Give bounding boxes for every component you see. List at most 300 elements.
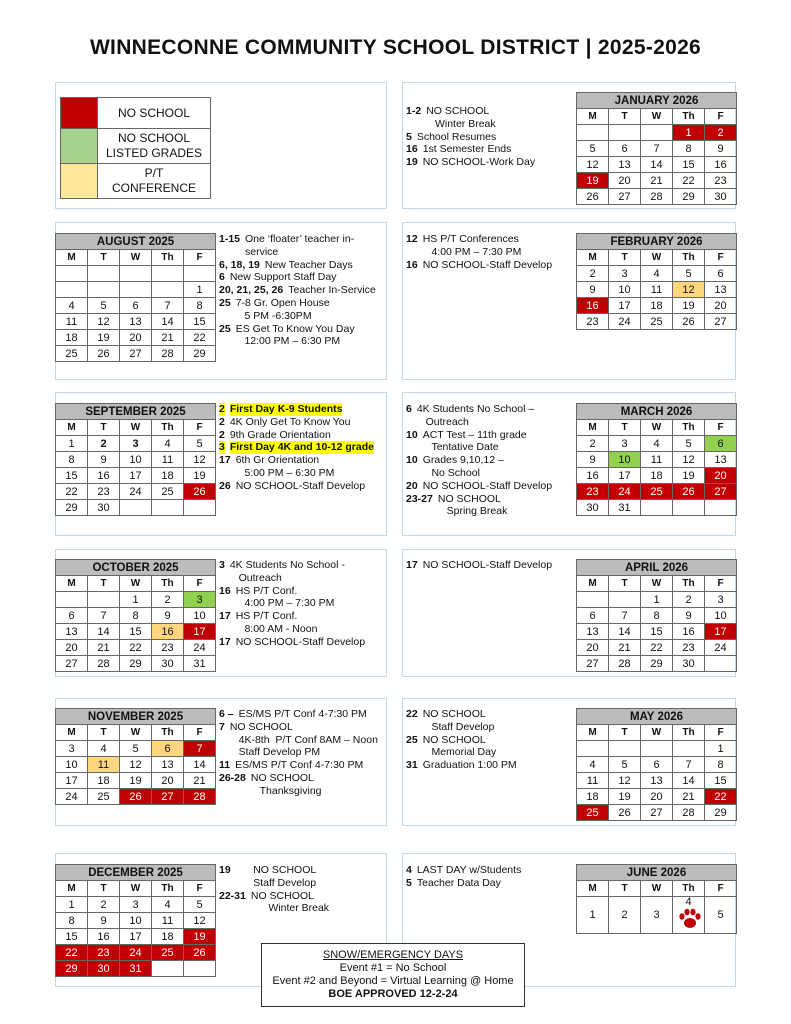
calendar-day: 18	[641, 298, 673, 314]
calendar-day: 11	[641, 282, 673, 298]
calendar-march-2026	[576, 403, 737, 516]
notes-june	[406, 864, 576, 890]
calendar-day: 8	[56, 452, 88, 468]
snow-line-2: Event #2 and Beyond = Virtual Learning @ Home	[272, 975, 514, 987]
weekday-header: M	[56, 881, 88, 897]
calendar-day: 23	[152, 640, 184, 656]
legend-swatch-no-school	[61, 98, 98, 129]
calendar-day: 2	[577, 266, 609, 282]
month-header: OCTOBER 2025	[56, 560, 216, 576]
calendar-day	[88, 592, 120, 608]
calendar-day: 17	[184, 624, 216, 640]
calendar-day: 5	[705, 897, 737, 934]
calendar-day	[705, 656, 737, 672]
calendar-day	[184, 961, 216, 977]
weekday-header: T	[609, 250, 641, 266]
note-text: NO SCHOOL-Staff Develop	[235, 479, 366, 492]
note-text: School Resumes	[416, 130, 497, 143]
calendar-day: 20	[641, 789, 673, 805]
weekday-header: M	[56, 420, 88, 436]
note-item	[219, 284, 384, 297]
note-item	[219, 480, 384, 493]
note-item	[406, 708, 576, 734]
weekday-header: M	[577, 420, 609, 436]
calendar-day	[88, 282, 120, 298]
note-date: 10	[406, 428, 418, 441]
calendar-day: 30	[88, 500, 120, 516]
calendar-day: 23	[88, 484, 120, 500]
calendar-day: 25	[152, 945, 184, 961]
calendar-day: 28	[609, 656, 641, 672]
note-item	[219, 864, 384, 890]
legend-swatch-listed-grades	[61, 129, 98, 164]
calendar-day: 10	[56, 757, 88, 773]
calendar-day: 25	[641, 314, 673, 330]
note-text: 7-8 Gr. Open House 5 PM -6:30PM	[235, 296, 330, 322]
calendar-day	[641, 125, 673, 141]
calendar-day: 16	[577, 298, 609, 314]
note-date: 17	[219, 454, 231, 467]
weekday-header: F	[184, 420, 216, 436]
calendar-day: 2	[673, 592, 705, 608]
weekday-header: W	[641, 576, 673, 592]
calendar-day: 23	[577, 484, 609, 500]
note-date: 25	[219, 322, 231, 335]
weekday-header: Th	[673, 725, 705, 741]
calendar-day: 12	[609, 773, 641, 789]
weekday-header: M	[56, 576, 88, 592]
note-item	[219, 271, 384, 284]
boe-approved: BOE APPROVED 12-2-24	[328, 988, 458, 1000]
calendar-day: 1	[184, 282, 216, 298]
weekday-header: M	[577, 250, 609, 266]
calendar-day: 16	[88, 929, 120, 945]
note-date: 3	[219, 559, 225, 571]
weekday-header: Th	[673, 420, 705, 436]
calendar-day: 22	[56, 484, 88, 500]
weekday-header: T	[609, 881, 641, 897]
note-item	[406, 864, 576, 877]
weekday-header: F	[184, 250, 216, 266]
note-item	[406, 480, 576, 493]
weekday-header: Th	[152, 420, 184, 436]
calendar-day: 7	[152, 298, 184, 314]
note-text: NO SCHOOL Winter Break	[426, 105, 496, 130]
calendar-day: 5	[673, 266, 705, 282]
calendar-day: 2	[88, 436, 120, 452]
calendar-day: 16	[88, 468, 120, 484]
note-item	[219, 403, 384, 416]
note-text: First Day K-9 Students	[229, 403, 343, 415]
calendar-day: 11	[577, 773, 609, 789]
calendar-day: 7	[641, 141, 673, 157]
calendar-day: 29	[184, 346, 216, 362]
calendar-day: 18	[152, 929, 184, 945]
weekday-header: T	[88, 881, 120, 897]
calendar-day: 31	[609, 500, 641, 516]
calendar-day: 13	[56, 624, 88, 640]
weekday-header: M	[577, 109, 609, 125]
calendar-october-2025	[55, 559, 216, 672]
note-text: 9th Grade Orientation	[229, 428, 331, 441]
paw-print-icon	[678, 908, 700, 928]
note-item	[219, 585, 384, 611]
weekday-header: Th	[152, 576, 184, 592]
snow-title: SNOW/EMERGENCY DAYS	[322, 949, 464, 961]
note-date: 17	[219, 610, 231, 623]
calendar-day	[609, 592, 641, 608]
legend-label-listed-grades: NO SCHOOL LISTED GRADES	[98, 129, 211, 164]
calendar-day	[641, 741, 673, 757]
calendar-day: 19	[184, 929, 216, 945]
weekday-header: W	[120, 250, 152, 266]
note-date: 6	[406, 403, 412, 415]
note-item	[219, 259, 384, 272]
calendar-day	[673, 741, 705, 757]
note-text: NO SCHOOL Staff Develop	[253, 864, 317, 889]
month-header: NOVEMBER 2025	[56, 709, 216, 725]
calendar-day: 8	[641, 608, 673, 624]
note-item	[406, 233, 576, 259]
calendar-day: 13	[641, 773, 673, 789]
note-item	[406, 454, 576, 480]
calendar-day	[56, 282, 88, 298]
note-item	[406, 734, 576, 760]
note-item	[219, 441, 384, 454]
weekday-header: T	[609, 420, 641, 436]
calendar-day: 17	[120, 468, 152, 484]
calendar-day: 1	[705, 741, 737, 757]
weekday-header: W	[120, 881, 152, 897]
calendar-day: 3	[120, 436, 152, 452]
note-item	[219, 416, 384, 429]
note-text: NO SCHOOL-Staff Develop	[422, 559, 553, 571]
notes-january	[406, 105, 576, 169]
calendar-day: 23	[577, 314, 609, 330]
calendar-day: 14	[88, 624, 120, 640]
note-text: New Teacher Days	[264, 258, 353, 271]
calendar-day: 4	[152, 897, 184, 913]
calendar-day: 5	[184, 897, 216, 913]
note-text: ES/MS P/T Conf 4-7:30 PM	[238, 708, 367, 720]
calendar-day: 26	[184, 945, 216, 961]
note-item	[406, 493, 576, 519]
calendar-day: 30	[705, 189, 737, 205]
calendar-day: 26	[88, 346, 120, 362]
calendar-day: 15	[673, 157, 705, 173]
calendar-day: 20	[705, 298, 737, 314]
note-text: Teacher Data Day	[416, 876, 501, 889]
calendar-day: 19	[577, 173, 609, 189]
calendar-day: 21	[673, 789, 705, 805]
weekday-header: F	[184, 881, 216, 897]
weekday-header: Th	[673, 576, 705, 592]
calendar-day	[641, 500, 673, 516]
calendar-day: 19	[673, 298, 705, 314]
calendar-day: 28	[673, 805, 705, 821]
calendar-day: 17	[609, 468, 641, 484]
calendar-day: 20	[609, 173, 641, 189]
calendar-day: 29	[705, 805, 737, 821]
legend	[60, 97, 211, 199]
calendar-day: 24	[120, 484, 152, 500]
note-date: 17	[219, 635, 231, 648]
note-date: 5	[406, 130, 412, 143]
weekday-header: Th	[152, 725, 184, 741]
calendar-day: 12	[184, 913, 216, 929]
weekday-header: W	[120, 725, 152, 741]
note-text: ACT Test – 11th grade Tentative Date	[422, 428, 527, 454]
calendar-day: 31	[120, 961, 152, 977]
calendar-day: 1	[56, 436, 88, 452]
calendar-day: 14	[609, 624, 641, 640]
calendar-day: 9	[577, 452, 609, 468]
weekday-header: F	[184, 725, 216, 741]
calendar-day: 29	[56, 961, 88, 977]
calendar-day: 3	[56, 741, 88, 757]
calendar-november-2025	[55, 708, 216, 805]
calendar-day: 27	[705, 314, 737, 330]
calendar-day: 25	[152, 484, 184, 500]
note-item	[406, 429, 576, 455]
note-item	[219, 721, 389, 759]
month-header: SEPTEMBER 2025	[56, 404, 216, 420]
notes-august	[219, 233, 384, 348]
calendar-day: 10	[184, 608, 216, 624]
note-text: NO SCHOOL-Work Day	[422, 156, 536, 169]
notes-november	[219, 708, 389, 798]
calendar-day: 17	[120, 929, 152, 945]
month-header: AUGUST 2025	[56, 234, 216, 250]
calendar-day: 24	[609, 484, 641, 500]
weekday-header: M	[577, 881, 609, 897]
calendar-day: 6	[577, 608, 609, 624]
calendar-day	[609, 741, 641, 757]
calendar-day: 4	[88, 741, 120, 757]
calendar-day: 1	[673, 125, 705, 141]
note-date: 25	[406, 733, 418, 746]
month-header: FEBRUARY 2026	[577, 234, 737, 250]
calendar-day: 10	[120, 913, 152, 929]
calendar-day: 16	[673, 624, 705, 640]
calendar-day: 13	[609, 157, 641, 173]
note-date: 23-27	[406, 492, 433, 505]
note-date: 17	[406, 559, 418, 571]
weekday-header: W	[641, 109, 673, 125]
calendar-day: 30	[152, 656, 184, 672]
calendar-day: 6	[120, 298, 152, 314]
note-text: HS P/T Conf. 8:00 AM - Noon	[235, 610, 318, 635]
calendar-day: 16	[577, 468, 609, 484]
calendar-day: 5	[184, 436, 216, 452]
calendar-day: 8	[705, 757, 737, 773]
calendar-day: 30	[577, 500, 609, 516]
note-date: 2	[219, 403, 225, 415]
calendar-day: 8	[120, 608, 152, 624]
calendar-day: 2	[577, 436, 609, 452]
note-date: 4	[406, 864, 412, 876]
calendar-day: 12	[673, 282, 705, 298]
calendar-day: 27	[120, 346, 152, 362]
calendar-day	[152, 500, 184, 516]
weekday-header: W	[641, 420, 673, 436]
calendar-day: 5	[673, 436, 705, 452]
calendar-day: 11	[641, 452, 673, 468]
calendar-day: 10	[120, 452, 152, 468]
calendar-day: 1	[120, 592, 152, 608]
calendar-day: 15	[56, 929, 88, 945]
weekday-header: T	[609, 109, 641, 125]
snow-emergency-box	[261, 943, 525, 1007]
legend-label-conference: P/T CONFERENCE	[98, 164, 211, 199]
calendar-day: 23	[673, 640, 705, 656]
note-date: 11	[219, 759, 231, 772]
calendar-day: 18	[152, 468, 184, 484]
note-date: 26-28	[219, 771, 246, 784]
weekday-header: Th	[673, 109, 705, 125]
calendar-day: 22	[641, 640, 673, 656]
calendar-day: 9	[152, 608, 184, 624]
calendar-may-2026	[576, 708, 737, 821]
calendar-day: 4	[56, 298, 88, 314]
note-date: 22-31	[219, 889, 246, 902]
note-text: NO SCHOOL 4K-8th P/T Conf 8AM – Noon Staff Develop PM	[229, 720, 378, 759]
calendar-day: 27	[56, 656, 88, 672]
calendar-day	[152, 282, 184, 298]
weekday-header: T	[88, 576, 120, 592]
calendar-day	[184, 500, 216, 516]
calendar-day: 26	[609, 805, 641, 821]
calendar-day	[577, 125, 609, 141]
note-item	[406, 259, 576, 272]
snow-line-1: Event #1 = No School	[339, 962, 447, 974]
note-text: NO SCHOOL Staff Develop	[422, 708, 495, 733]
calendar-day: 26	[577, 189, 609, 205]
note-text: 4K Only Get To Know You	[229, 415, 351, 428]
legend-label-no-school: NO SCHOOL	[98, 98, 211, 129]
calendar-day: 25	[641, 484, 673, 500]
month-header: MARCH 2026	[577, 404, 737, 420]
note-date: 3	[219, 441, 225, 454]
notes-may	[406, 708, 576, 772]
calendar-day: 28	[641, 189, 673, 205]
calendar-day: 20	[705, 468, 737, 484]
calendar-day: 14	[184, 757, 216, 773]
note-date: 20	[406, 479, 418, 492]
month-header: JUNE 2026	[577, 865, 737, 881]
calendar-day: 8	[56, 913, 88, 929]
calendar-day: 13	[705, 452, 737, 468]
calendar-day: 23	[88, 945, 120, 961]
calendar-day: 26	[120, 789, 152, 805]
note-date: 10	[406, 454, 418, 467]
calendar-day: 14	[641, 157, 673, 173]
weekday-header: T	[609, 576, 641, 592]
calendar-day: 24	[609, 314, 641, 330]
calendar-day: 21	[152, 330, 184, 346]
calendar-day: 21	[641, 173, 673, 189]
calendar-day: 17	[609, 298, 641, 314]
note-date: 2	[219, 428, 225, 441]
calendar-day	[120, 500, 152, 516]
weekday-header: F	[705, 250, 737, 266]
note-item	[219, 890, 384, 916]
month-header: JANUARY 2026	[577, 93, 737, 109]
note-date: 1-15	[219, 233, 241, 245]
calendar-day: 3	[609, 266, 641, 282]
calendar-day: 27	[609, 189, 641, 205]
weekday-header: W	[641, 881, 673, 897]
calendar-day: 18	[88, 773, 120, 789]
note-item	[219, 559, 384, 585]
legend-swatch-conference	[61, 164, 98, 199]
notes-march	[406, 403, 576, 518]
calendar-day	[120, 282, 152, 298]
calendar-day: 27	[705, 484, 737, 500]
note-item	[219, 759, 389, 772]
note-date: 20, 21, 25, 26	[219, 284, 284, 297]
note-text: Teacher In-Service	[288, 284, 376, 297]
note-text: HS P/T Conferences 4:00 PM – 7:30 PM	[422, 233, 522, 258]
note-date: 6	[219, 271, 225, 284]
calendar-day: 19	[120, 773, 152, 789]
calendar-day: 1	[577, 897, 609, 934]
calendar-day: 15	[120, 624, 152, 640]
weekday-header: Th	[152, 881, 184, 897]
calendar-day	[120, 266, 152, 282]
note-text: 1st Semester Ends	[422, 143, 512, 156]
calendar-day	[56, 592, 88, 608]
note-text: 4K Students No School – Outreach	[416, 403, 535, 428]
weekday-header: W	[120, 576, 152, 592]
note-date: 19	[219, 864, 231, 876]
calendar-day: 28	[152, 346, 184, 362]
calendar-day: 7	[673, 757, 705, 773]
calendar-day: 3	[705, 592, 737, 608]
calendar-day: 9	[88, 913, 120, 929]
calendar-day: 11	[88, 757, 120, 773]
calendar-day: 13	[577, 624, 609, 640]
calendar-day: 16	[152, 624, 184, 640]
calendar-day: 26	[673, 314, 705, 330]
calendar-day: 31	[184, 656, 216, 672]
calendar-day: 15	[56, 468, 88, 484]
calendar-day: 13	[120, 314, 152, 330]
calendar-day	[673, 500, 705, 516]
calendar-day: 18	[577, 789, 609, 805]
calendar-day: 9	[88, 452, 120, 468]
note-date: 7	[219, 720, 225, 733]
calendar-day	[88, 266, 120, 282]
note-text: New Support Staff Day	[229, 271, 337, 284]
calendar-day: 21	[609, 640, 641, 656]
calendar-day: 20	[152, 773, 184, 789]
calendar-day: 27	[152, 789, 184, 805]
calendar-day	[152, 961, 184, 977]
calendar-day: 7	[88, 608, 120, 624]
note-item	[406, 105, 576, 131]
calendar-day: 29	[641, 656, 673, 672]
calendar-day: 12	[184, 452, 216, 468]
calendar-day: 21	[88, 640, 120, 656]
note-item	[406, 877, 576, 890]
notes-april	[406, 559, 576, 572]
calendar-day: 22	[673, 173, 705, 189]
calendar-day: 27	[641, 805, 673, 821]
calendar-day: 5	[609, 757, 641, 773]
note-item	[219, 708, 389, 721]
note-item	[406, 759, 576, 772]
